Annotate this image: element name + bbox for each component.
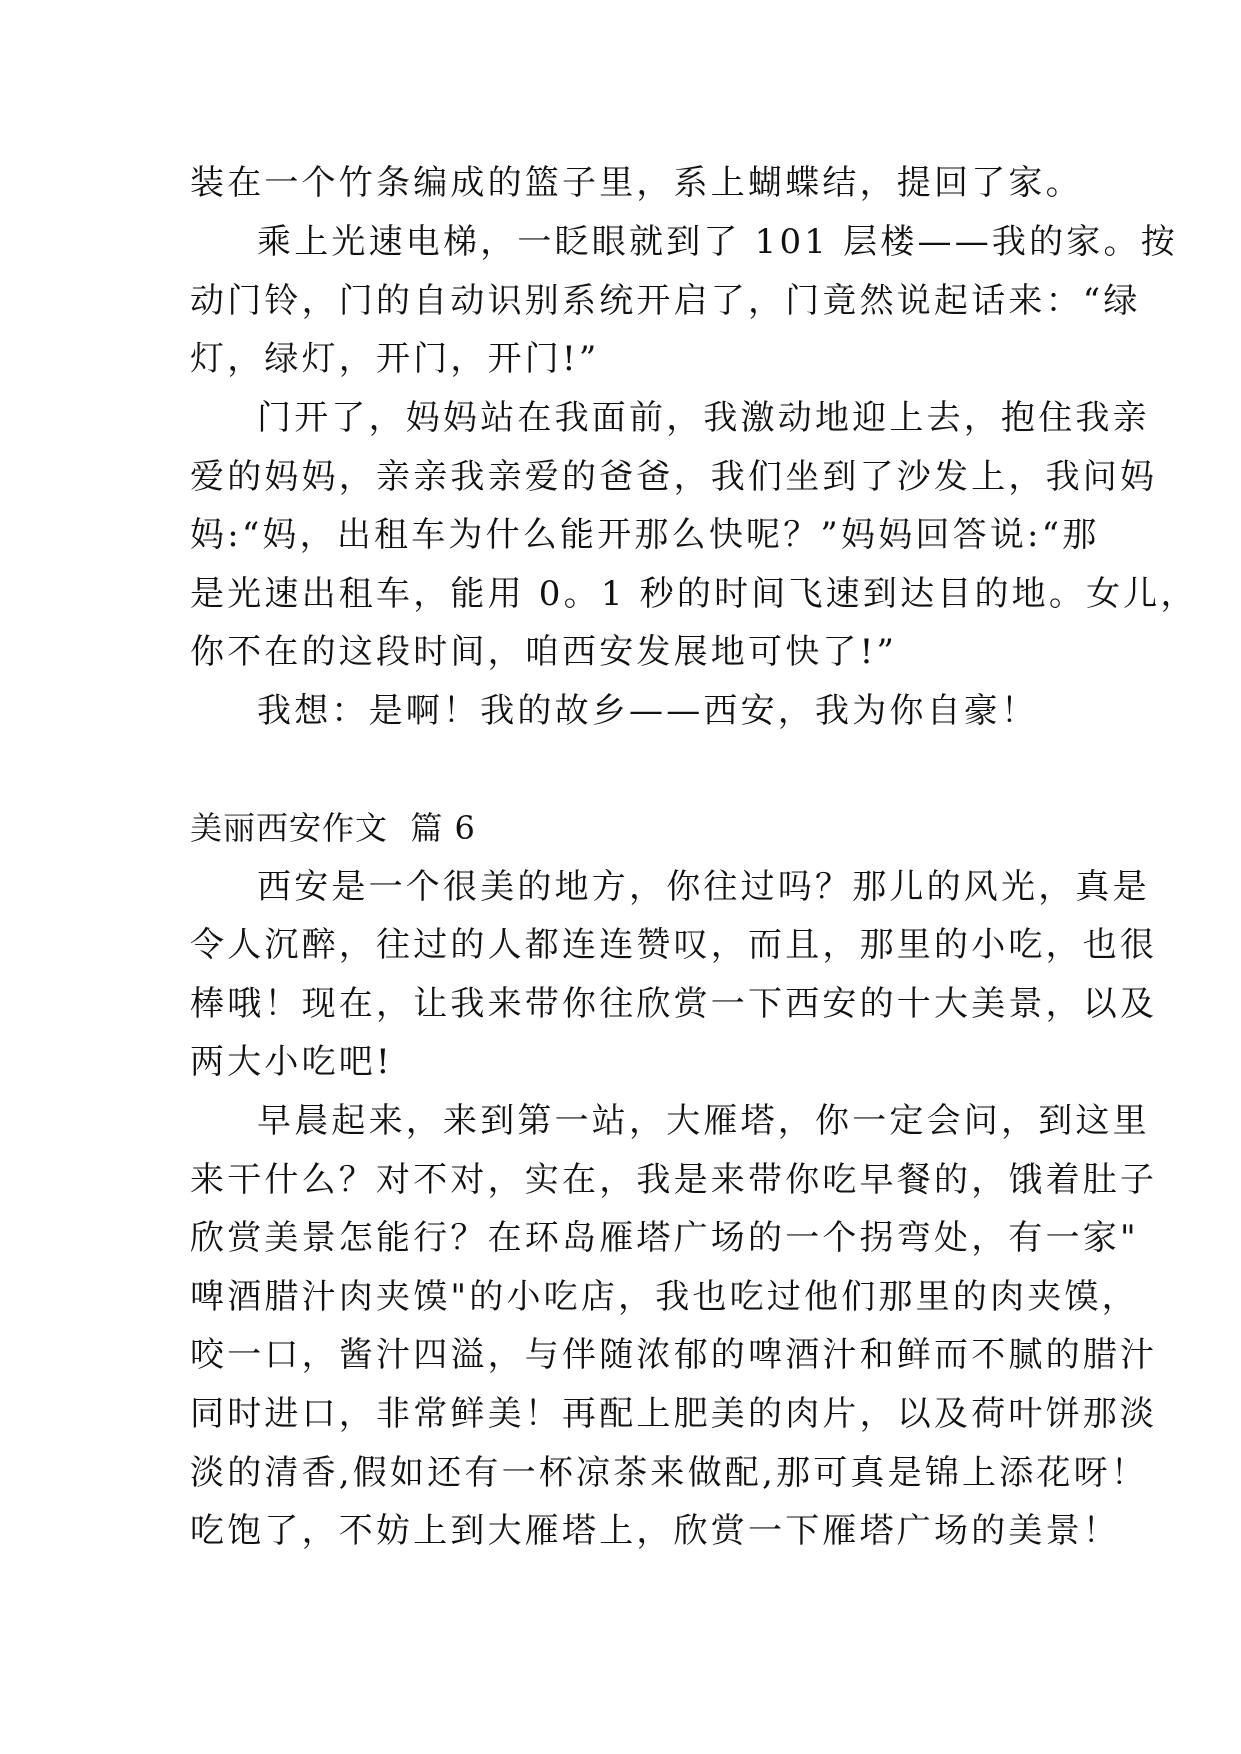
paragraph-line: 西安是一个很美的地方，你往过吗？那儿的风光，真是 (257, 867, 1150, 907)
paragraph-line: 我想：是啊！我的故乡——西安，我为你自豪！ (257, 691, 1039, 731)
paragraph-line: 同时进口，非常鲜美！再配上肥美的肉片，以及荷叶饼那淡 (190, 1394, 1158, 1434)
paragraph-line: 妈:“妈，出租车为什么能开那么快呢？”妈妈回答说:“那 (190, 515, 1100, 555)
paragraph-line: 吃饱了，不妨上到大雁塔上，欣赏一下雁塔广场的美景！ (190, 1511, 1120, 1551)
paragraph-line: 动门铃，门的自动识别系统开启了，门竟然说起话来：“绿 (190, 281, 1141, 321)
paragraph-line: 你不在的这段时间，咱西安发展地可快了!” (190, 632, 898, 672)
paragraph-line: 咬一口，酱汁四溢，与伴随浓郁的啤酒汁和鲜而不腻的腊汁 (190, 1335, 1158, 1375)
paragraph-line: 是光速出租车，能用 0。1 秒的时间飞速到达目的地。女儿， (190, 574, 1198, 614)
paragraph-line: 淡的清香,假如还有一杯凉茶来做配,那可真是锦上添花呀！ (190, 1453, 1149, 1493)
paragraph-line: 棒哦！现在，让我来带你往欣赏一下西安的十大美景，以及 (190, 984, 1158, 1024)
paragraph-line: 啤酒腊汁肉夹馍"的小吃店，我也吃过他们那里的肉夹馍， (190, 1277, 1139, 1317)
paragraph-line: 灯，绿灯，开门，开门!” (190, 339, 600, 379)
paragraph-line: 装在一个竹条编成的篮子里，系上蝴蝶结，提回了家。 (190, 163, 1083, 203)
paragraph-line: 欣赏美景怎能行？在环岛雁塔广场的一个拐弯处，有一家" (190, 1218, 1139, 1258)
paragraph-line: 令人沉醉，往过的人都连连赞叹，而且，那里的小吃，也很 (190, 925, 1158, 965)
paragraph-line: 早晨起来，来到第一站，大雁塔，你一定会问，到这里 (257, 1101, 1150, 1141)
paragraph-line: 乘上光速电梯，一眨眼就到了 101 层楼——我的家。按 (257, 222, 1178, 262)
paragraph-line: 来干什么？对不对，实在，我是来带你吃早餐的，饿着肚子 (190, 1160, 1158, 1200)
paragraph-line: 门开了，妈妈站在我面前，我激动地迎上去，抱住我亲 (257, 398, 1150, 438)
paragraph-line: 爱的妈妈，亲亲我亲爱的爸爸，我们坐到了沙发上，我问妈 (190, 457, 1158, 497)
section-heading: 美丽西安作文 篇 6 (190, 809, 476, 847)
paragraph-line: 两大小吃吧! (190, 1042, 393, 1082)
